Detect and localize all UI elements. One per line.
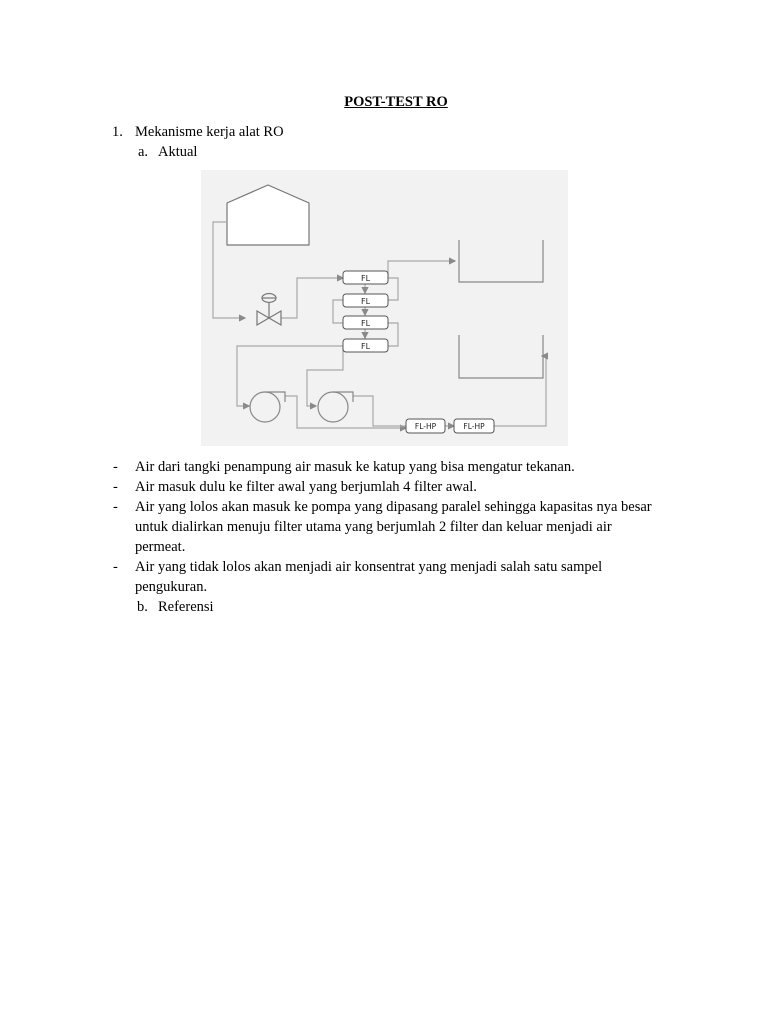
sub-item-text: Aktual	[158, 144, 198, 160]
bullet-text: permeat.	[135, 539, 186, 555]
bullet-text: untuk dialirkan menuju filter utama yang berjumlah 2 filter dan keluar menjadi air	[135, 519, 612, 535]
bullet-text: Air dari tangki penampung air masuk ke katup yang bisa mengatur tekanan.	[135, 459, 575, 475]
hp-filter-label: FL-HP	[463, 422, 485, 431]
bullet-text: Air masuk dulu ke filter awal yang berjumlah 4 filter awal.	[135, 479, 477, 495]
bullet-mark: -	[113, 499, 118, 515]
ro-process-diagram	[201, 170, 568, 446]
filter-label: FL	[360, 342, 371, 351]
bullet-text: Air yang tidak lolos akan menjadi air konsentrat yang menjadi salah satu sampel	[135, 559, 603, 575]
bullet-text: Air yang lolos akan masuk ke pompa yang dipasang paralel sehingga kapasitas nya besar	[135, 499, 652, 515]
filter-label: FL	[360, 297, 371, 306]
filter-label: FL	[360, 274, 371, 283]
bullet-mark: -	[113, 459, 118, 475]
list-number: 1.	[112, 124, 123, 140]
filter-label: FL	[360, 319, 371, 328]
sub-item-letter: a.	[138, 144, 149, 160]
hp-filter-label: FL-HP	[414, 422, 437, 431]
page-title: POST-TEST RO	[344, 94, 448, 110]
list-item-text: Mekanisme kerja alat RO	[135, 124, 284, 140]
bullet-mark: -	[113, 479, 118, 495]
bullet-mark: -	[113, 559, 118, 575]
feed-tank	[227, 185, 309, 245]
bullet-text: pengukuran.	[135, 579, 208, 595]
sub-item-text: Referensi	[158, 599, 214, 615]
sub-item-letter: b.	[137, 599, 148, 615]
